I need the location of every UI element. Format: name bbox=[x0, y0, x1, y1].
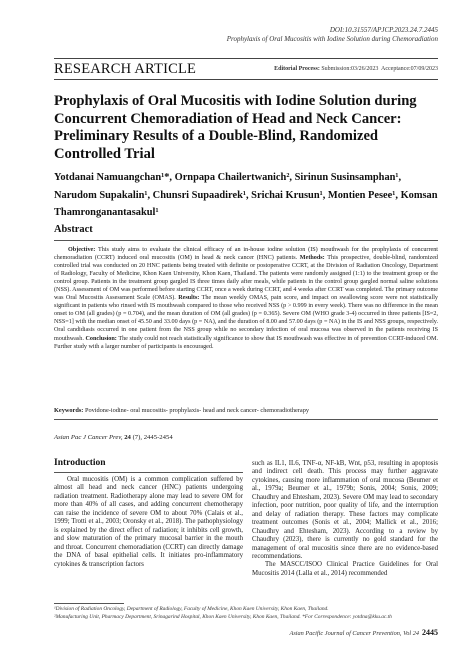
introduction-heading: Introduction bbox=[54, 458, 106, 468]
running-header bbox=[227, 26, 438, 44]
intro-paragraph: such as IL1, IL6, TNF-α, NF-kB, Wnt, p53, resulting in apoptosis and indirect cell death. This process may further aggravate cytokines, causing more inflammation of oral mucosa (Beumer et al., 1979a; Beumer et al., 1979b; Sonis, 2004; Sonis, 2009; Chaudhry and Ehtesham, 2023). Severe OM may lead to secondary infection, poor nutrition, poor quality of life, and the interruption and delay of radiation therapy. These factors may complicate treatment outcomes (Sonis et al., 2004; Mallick et al., 2016; Chaudhry and Ehtesham, 2023). According to a review by Chaudhry (2023), there is currently no gold standard for the management of oral mucositis since there are no evidence-based recommendations. bbox=[252, 460, 438, 560]
keywords bbox=[54, 407, 438, 414]
objective-label: Objective: bbox=[68, 247, 96, 253]
results-label: Results: bbox=[178, 295, 200, 302]
methods-label: Methods: bbox=[299, 255, 325, 262]
editorial-dates bbox=[274, 66, 438, 72]
submission-date: Submission:03/26/2023 bbox=[321, 66, 379, 72]
affiliation-footnotes bbox=[54, 606, 438, 621]
article-type-bar bbox=[54, 58, 438, 80]
footnote-divider bbox=[54, 603, 124, 604]
citation-line bbox=[54, 434, 173, 441]
abstract-heading: Abstract bbox=[54, 224, 93, 235]
conclusion-text: The study could not reach statistically significance to show that IS mouthwash was effective in of prevention CCRT-induced OM. Further study with a larger number of participants is encouraged. bbox=[54, 335, 438, 350]
article-title: Prophylaxis of Oral Mucositis with Iodine Solution during Concurrent Chemoradiation of Head and Neck Cancer: Preliminary Results of a Double-Blind, Randomized Controlled Trial bbox=[54, 93, 417, 162]
affiliation-2: ²Manufacturing Unit, Pharmacy Department, Srinagarind Hospital, Khon Kaen University, Khon Kaen, Thailand. *For Correspondence: yotdna@kku.ac.th bbox=[54, 613, 392, 620]
intro-paragraph: The MASCC/ISOO Clinical Practice Guidelines for Oral Mucositis 2014 (Lalla et al., 2014) recommended bbox=[252, 561, 438, 577]
results-text: The mean weekly OMAS, pain score, and impact on swallowing score were not statistically significant in patients who rinsed with IS mouthwash compared to those who received NSS (p > 0.999 in every week). There was no difference in the mean onset to OM (all grades) (p = 0.704), and the mean duration of OM (all grades) (p = 0.365). Severe OM (WHO grade 3-4) occurred in three patients [IS=2, NSS=1] with the median onset of 45.50 and 33.00 days (p = NA), and the duration of 8.00 and 57.00 days (p = NA) in the IS and NSS groups, respectively. Oral candidiasis occurred in one patient from the NSS group while no secondary infection of oral mucosa was observed in the patients receiving IS mouthwash. bbox=[54, 295, 438, 342]
page-number: 2445 bbox=[422, 628, 438, 637]
abstract-body bbox=[54, 246, 438, 351]
author-list: Yotdanai Namuangchan¹*, Ornpapa Chailertwanich², Sirinun Susinsamphan¹, Narudom Supakalin¹, Chunsri Supaadirek¹, Srichai Krusun¹, Montien Pesee¹, Komsan Thamronganantasakul¹ bbox=[54, 172, 438, 218]
intro-left-column: Oral mucositis (OM) is a common complication suffered by almost all head and neck cancer (HNC) patients undergoing radiation treatment. Radiotherapy alone may lead to severe OM for more than 40% of all cases, and adding concurrent chemotherapy can raise the incidence of severe OM to about 70% (Calais et al., 1999; Trotti et al., 2003; Oronsky et al., 2018). The pathophysiology is explained by the direct effect of radiation; it inhibits cell growth, and slow maturation of the primary mucosal barrier in the mouth and throat. Concurrent chemoradiation (CCRT) can directly damage the DNA of basal epithelial cells. It initiates pro-inflammatory cytokines & transcription factors bbox=[54, 476, 243, 568]
keywords-label: Keywords: bbox=[54, 407, 84, 414]
citation-volume: 24 bbox=[124, 434, 131, 441]
acceptance-date: Acceptance:07/09/2023 bbox=[381, 66, 438, 72]
article-type-label: RESEARCH ARTICLE bbox=[54, 60, 197, 77]
affiliation-1: ¹Division of Radiation Oncology, Department of Radiology, Faculty of Medicine, Khon Kaen University, Khon Kaen, Thailand. bbox=[54, 606, 329, 612]
objective-text: This study aims to evaluate the clinical efficacy of an in-house iodine solution (IS) mouthwash for the prophylaxis of concurrent chemoradiation (CCRT) induced oral mucositis (OM) in head & neck cancer (HNC) patients. bbox=[54, 247, 438, 262]
doi-text[interactable]: DOI:10.31557/APJCP.2023.24.7.2445 bbox=[329, 26, 438, 34]
footer-journal: Asian Pacific Journal of Cancer Prevention, Vol 24 bbox=[289, 630, 419, 637]
keywords-divider bbox=[54, 419, 438, 420]
editorial-label: Editorial Process: bbox=[274, 66, 320, 72]
citation-journal: Asian Pac J Cancer Prev, bbox=[54, 434, 123, 441]
running-title: Prophylaxis of Oral Mucositis with Iodine Solution during Chemoradiation bbox=[226, 35, 438, 43]
citation-issue-pages: (7), 2445-2454 bbox=[130, 434, 173, 441]
methods-text: This prospective, double-blind, randomized controlled trial was conducted on 20 HNC patients being treated with definite or postoperative CCRT, at the Division of Radiation Oncology, Department of Radiology, Faculty of Medicine, Khon Kaen University, Khon Kaen, Thailand. The patients were randomly assigned (1:1) to the treatment group or the control group. Patients in the treatment group gargled IS three times daily after meals, while patients in the control group gargled normal saline solutions (NSS). Assessment of OM was performed before starting CCRT, once a week during CCRT, and 4 weeks after CCRT was completed. The primary outcome was Oral Mucositis Assessment Scale (OMAS). bbox=[54, 255, 438, 302]
conclusion-label: Conclusion: bbox=[85, 335, 117, 342]
keywords-text: Povidone-iodine- oral mucositis- prophylaxis- head and neck cancer- chemoradiotherapy bbox=[83, 407, 309, 414]
page-footer bbox=[289, 628, 438, 637]
introduction-divider bbox=[54, 472, 243, 473]
intro-right-column bbox=[252, 460, 438, 578]
abstract-divider bbox=[54, 240, 438, 241]
